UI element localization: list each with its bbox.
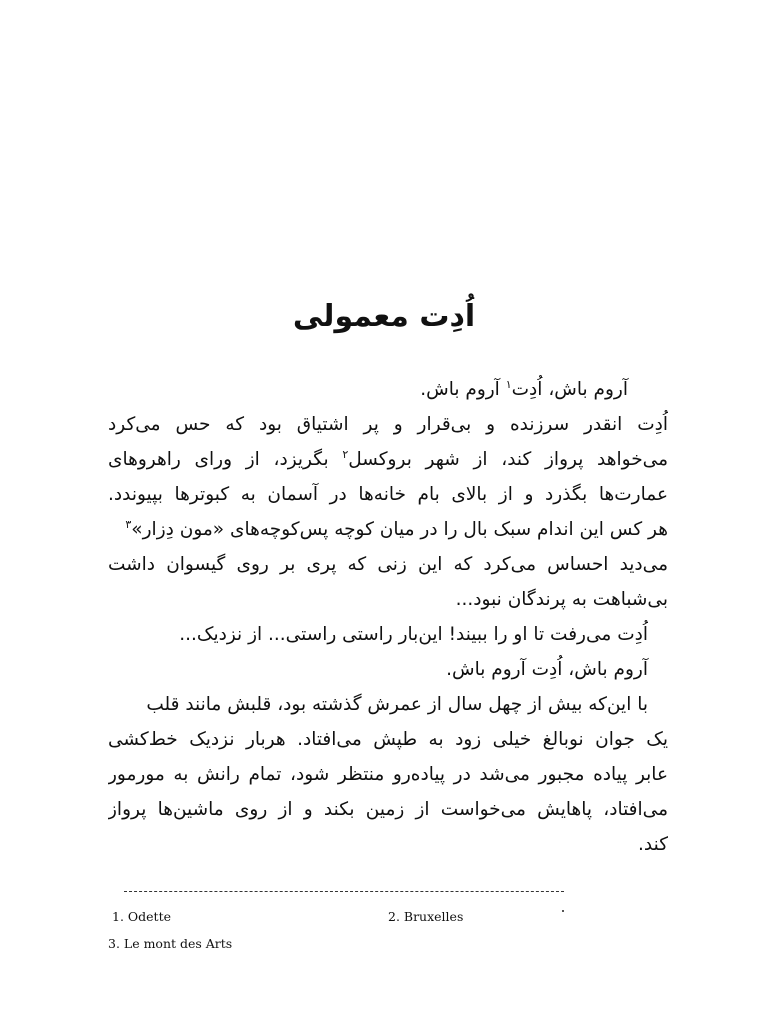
text-line: می‌افتاد، پاهایش می‌خواست از زمین بکند و از روی ماشین‌ها پرواز — [108, 799, 668, 820]
text-segment: هر کس این اندام سبک بال را در میان کوچه پس‌کوچه‌های «مون دِزار» — [131, 519, 668, 540]
footnote-marker-1: ۱ — [505, 377, 512, 391]
text-line: یک جوان نوبالغ خیلی زود به طپش می‌افتاد. هربار نزدیک خط‌کشی — [108, 729, 668, 750]
text-line: بی‌شباهت به پرندگان نبود... — [455, 589, 668, 610]
text-line: اُدِت انقدر سرزنده و بی‌قرار و پر اشتیاق بود که حس می‌کرد — [108, 414, 668, 435]
footnote-1: 1. Odette — [112, 909, 171, 924]
text-line: می‌دید احساس می‌کرد که این زنی که پری بر روی گیسوان داشت — [108, 554, 668, 575]
footnote-2: 2. Bruxelles — [388, 909, 464, 924]
text-line: کند. — [638, 834, 668, 855]
text-segment: آروم باش، اُدِت — [511, 379, 628, 400]
footnote-divider — [124, 891, 564, 892]
text-line — [108, 442, 668, 477]
body-text — [108, 372, 668, 862]
text-line: با این‌که بیش از چهل سال از عمرش گذشته بود، قلبش مانند قلب — [146, 694, 648, 715]
footnote-marker-2: ۲ — [342, 447, 349, 461]
text-line: عمارت‌ها بگذرد و از بالای بام خانه‌ها در آسمان به کبوترها بپیوندد. — [108, 484, 668, 505]
text-segment: بگریزد، از ورای راهروهای — [108, 449, 343, 470]
text-line — [108, 372, 668, 407]
text-line: آروم باش، اُدِت آروم باش. — [446, 659, 648, 680]
text-line: اُدِت می‌رفت تا او را ببیند! این‌بار راستی راستی... از نزدیک... — [179, 624, 648, 645]
print-speck — [562, 910, 564, 912]
chapter-title: اُدِت معمولی — [292, 299, 476, 334]
text-line — [108, 512, 668, 547]
text-segment: آروم باش. — [420, 379, 506, 400]
text-line: عابر پیاده مجبور می‌شد در پیاده‌رو منتظر شود، تمام رانش به مورمور — [108, 764, 668, 785]
footnote-3: 3. Le mont des Arts — [108, 936, 233, 951]
footnote-marker-3: ۳ — [125, 517, 132, 531]
text-segment: می‌خواهد پرواز کند، از شهر بروکسل — [348, 449, 668, 470]
